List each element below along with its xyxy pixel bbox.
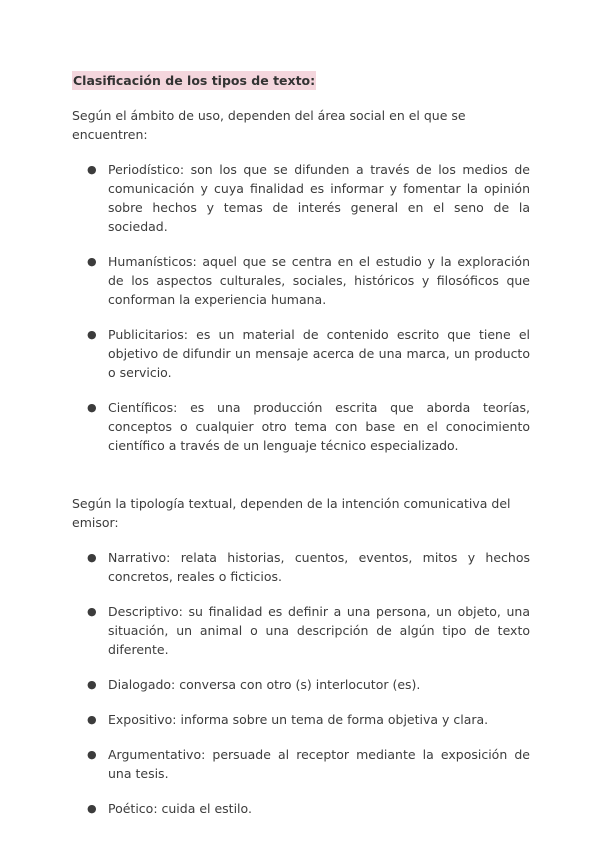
bullet-icon: ● [87,748,97,761]
list-item-text: Humanísticos: aquel que se centra en el estudio y la exploración de los aspectos culturales, sociales, históricos y filosóficos que conforman la experiencia humana. [108,254,530,307]
bullet-icon: ● [87,678,97,691]
bullet-icon: ● [87,802,97,815]
bullet-icon: ● [87,255,97,268]
bullet-icon: ● [87,551,97,564]
list-item [72,160,530,236]
list-item-text: Argumentativo: persuade al receptor mediante la exposición de una tesis. [108,747,530,781]
list-item [72,799,530,818]
list-item-text: Expositivo: informa sobre un tema de forma objetiva y clara. [108,712,489,727]
document-title: Clasificación de los tipos de texto: [73,73,316,88]
list-item [72,675,530,694]
list-item [72,398,530,455]
document-page [72,70,530,834]
list-item-text: Poético: cuida el estilo. [108,801,252,816]
list-item-text: Periodístico: son los que se difunden a través de los medios de comunicación y cuya finalidad es informar y fomentar la opinión sobre hechos y temas de interés general en el seno de la sociedad. [108,162,530,234]
list-item [72,548,530,586]
section2-intro: Según la tipología textual, dependen de la intención comunicativa del emisor: [72,496,511,530]
bullet-icon: ● [87,713,97,726]
list-item-text: Descriptivo: su finalidad es definir a una persona, un objeto, una situación, un animal o una descripción de algún tipo de texto diferente. [108,604,530,657]
section2-list [72,548,530,818]
list-item [72,710,530,729]
bullet-icon: ● [87,328,97,341]
bullet-icon: ● [87,401,97,414]
section1-intro: Según el ámbito de uso, dependen del área social en el que se encuentren: [72,108,466,142]
bullet-icon: ● [87,163,97,176]
list-item [72,252,530,309]
bullet-icon: ● [87,605,97,618]
section1-list [72,160,530,455]
list-item [72,602,530,659]
list-item-text: Narrativo: relata historias, cuentos, eventos, mitos y hechos concretos, reales o ficticios. [108,550,530,584]
list-item [72,745,530,783]
list-item-text: Publicitarios: es un material de contenido escrito que tiene el objetivo de difundir un mensaje acerca de una marca, un producto o servicio. [108,327,530,380]
list-item-text: Dialogado: conversa con otro (s) interlocutor (es). [108,677,421,692]
list-item-text: Científicos: es una producción escrita que aborda teorías, conceptos o cualquier otro tema con base en el conocimiento científico a través de un lenguaje técnico especializado. [108,400,530,453]
list-item [72,325,530,382]
